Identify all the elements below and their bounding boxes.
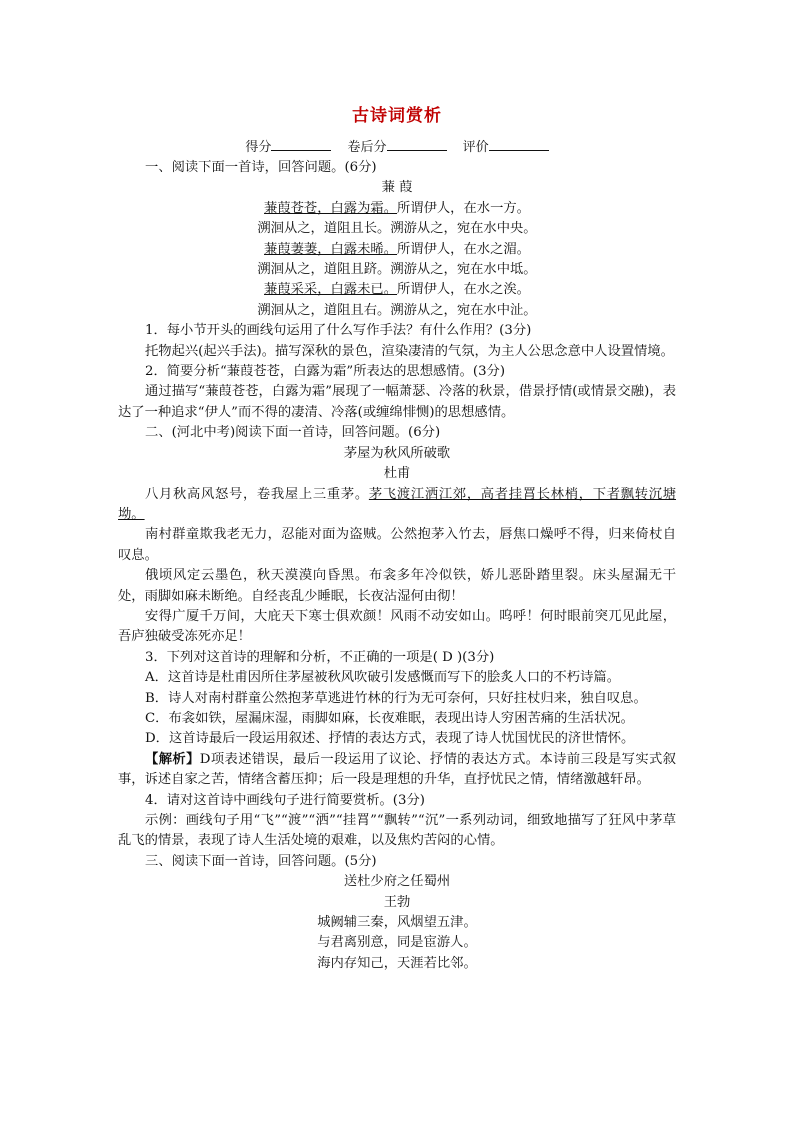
section2-heading: 二、(河北中考)阅读下面一首诗，回答问题。(6分)	[145, 425, 441, 441]
question-4: 4．请对这首诗中画线句子进行简要赏析。(3分)	[145, 792, 425, 808]
final-score-blank	[387, 138, 447, 151]
poem-line: 城阙辅三秦，风烟望五津。	[317, 915, 477, 931]
score-label: 得分	[245, 140, 272, 155]
section3-heading: 三、阅读下面一首诗，回答问题。(5分)	[145, 853, 377, 869]
poem2-title: 茅屋为秋风所破歌	[343, 445, 451, 461]
analysis-label: 【解析】	[145, 751, 200, 767]
poem-line: 海内存知己，天涯若比邻。	[317, 955, 477, 971]
section1-heading: 一、阅读下面一首诗，回答问题。(6分)	[145, 160, 377, 175]
question-1: 1．每小节开头的画线句运用了什么写作手法？有什么作用？(3分)	[145, 323, 532, 339]
poem-line	[118, 240, 676, 260]
option-b: B．诗人对南村群童公然抱茅草逃进竹林的行为无可奈何，只好拄杖归来，独自叹息。	[145, 690, 647, 706]
answer-2: 通过描写“蒹葭苍苍，白露为霜”展现了一幅萧瑟、冷落的秋景，借景抒情(或情景交融)，表达了一种追求“伊人”而不得的凄清、冷落(或缠绵悱恻)的思想感情。	[118, 384, 676, 420]
poem2-paragraph-3: 俄顷风定云墨色，秋天漠漠向昏黑。布衾多年冷似铁，娇儿恶卧踏里裂。床头屋漏无干处，雨脚如麻未断绝。自经丧乱少睡眠，长夜沾湿何由彻！	[118, 568, 676, 604]
question-3: 3．下列对这首诗的理解和分析，不正确的一项是( D )(3分)	[145, 649, 495, 665]
poem2-paragraph-4: 安得广厦千万间，大庇天下寒士俱欢颜！风雨不动安如山。呜呼！何时眼前突兀见此屋，吾庐独破受冻死亦足！	[118, 608, 676, 645]
option-a: A．这首诗是杜甫因所住茅屋被秋风吹破引发感慨而写下的脍炙人口的不朽诗篇。	[145, 670, 620, 686]
poem-line-text: 溯洄从之，道阻且右。溯游从之，宛在水中沚。	[257, 302, 537, 318]
poem3-author: 王勃	[383, 894, 411, 910]
poem-line	[118, 280, 676, 300]
poem-line-text: 溯洄从之，道阻且跻。溯游从之，宛在水中坻。	[257, 262, 537, 278]
poem-line	[118, 199, 676, 219]
analysis	[118, 750, 676, 791]
option-d: D．这首诗最后一段运用叙述、抒情的表达方式，表现了诗人忧国忧民的济世情怀。	[145, 731, 635, 747]
score-line	[118, 138, 676, 158]
underlined-phrase: 蒹葭苍苍，白露为霜。	[264, 200, 397, 216]
analysis-text: D项表述错误，最后一段运用了议论、抒情的表达方式。本诗前三段是写实式叙事，诉述自家之苦，情绪含蓄压抑；后一段是理想的升华，直抒忧民之情，情绪激越轩昂。	[118, 751, 676, 788]
poem3-title: 送杜少府之任蜀州	[343, 874, 451, 890]
answer-1: 托物起兴(起兴手法)。描写深秋的景色，渲染凄清的气氛，为主人公思念意中人设置情境。	[145, 343, 674, 359]
poem-line-text: 所谓伊人，在水一方。	[397, 200, 530, 216]
document-page	[118, 104, 676, 974]
page-title: 古诗词赏析	[352, 106, 442, 126]
question-2: 2．简要分析“蒹葭苍苍，白露为霜”所表达的思想感情。(3分)	[145, 364, 506, 380]
poem-line-text: 所谓伊人，在水之湄。	[397, 241, 530, 257]
poem-line-text: 所谓伊人，在水之涘。	[397, 282, 530, 298]
poem-line: 与君离别意，同是宦游人。	[317, 935, 477, 951]
final-score-label: 卷后分	[347, 140, 387, 155]
underlined-phrase: 蒹葭采采，白露未已。	[264, 282, 397, 298]
option-c: C．布衾如铁，屋漏床湿，雨脚如麻，长夜难眠，表现出诗人穷困苦痛的生活状况。	[145, 710, 634, 726]
underlined-sentence: 茅飞渡江洒江郊，高者挂罥长林梢，下者飘转沉塘坳。	[118, 486, 677, 522]
poem-line	[118, 301, 676, 321]
poem2-author: 杜甫	[383, 466, 411, 482]
score-blank	[271, 138, 331, 151]
poem2-paragraph-1	[118, 485, 676, 526]
poem1-body	[118, 199, 676, 321]
poem1-title: 蒹 葭	[381, 180, 413, 196]
poem-line	[118, 260, 676, 280]
poem-line-text: 溯洄从之，道阻且长。溯游从之，宛在水中央。	[257, 221, 537, 237]
evaluation-blank	[489, 138, 549, 151]
poem2-paragraph-2: 南村群童欺我老无力，忍能对面为盗贼。公然抱茅入竹去，唇焦口燥呼不得，归来倚杖自叹息。	[118, 527, 676, 563]
underlined-phrase: 蒹葭萋萋，白露未晞。	[264, 241, 397, 257]
answer-4: 示例：画线句子用“飞”“渡”“洒”“挂罥”“飘转”“沉”一系列动词，细致地描写了狂风中茅草乱飞的情景，表现了诗人生活处境的艰难，以及焦灼苦闷的心情。	[118, 813, 676, 849]
evaluation-label: 评价	[462, 140, 489, 155]
poem-text: 八月秋高风怒号，卷我屋上三重茅。	[145, 486, 369, 502]
poem-line	[118, 219, 676, 239]
